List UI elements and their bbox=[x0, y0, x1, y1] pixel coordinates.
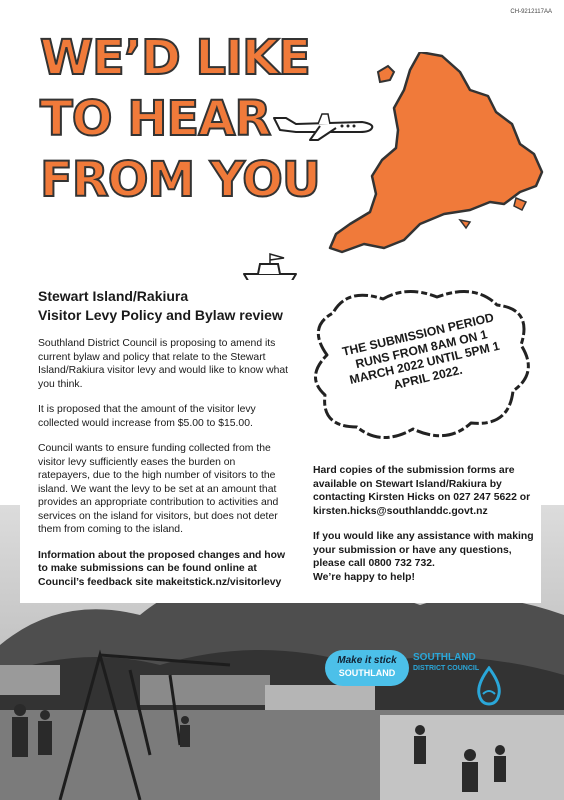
sdc-logo-line-2: DISTRICT COUNCIL bbox=[413, 665, 480, 672]
make-it-stick-logo bbox=[325, 650, 409, 686]
hard-copies-text: Hard copies of the submission forms are available on Stewart Island/Rakiura by contacting Kirsten Hicks on 027 247 5622 or kirsten.hicks@southlanddc.govt.nz bbox=[313, 465, 531, 517]
make-it-stick-line-2: SOUTHLAND bbox=[338, 668, 396, 678]
sdc-logo-line-1: SOUTHLAND bbox=[413, 652, 476, 663]
headline-line-3: FROM YOU bbox=[40, 152, 320, 208]
stewart-island-map-illustration bbox=[320, 52, 550, 262]
happy-to-help-text: We’re happy to help! bbox=[313, 571, 415, 583]
paragraph-rationale: Council wants to ensure funding collected from the visitor levy sufficiently eases the burden on ratepayers, due to the high number of visitors to the island. We want the levy to be set at an amount that provides an appropriate contribution to activities and services on the island for visitors, but does not deter them from coming to the island. bbox=[38, 443, 279, 535]
main-column bbox=[38, 287, 290, 601]
contact-column bbox=[313, 464, 545, 596]
paragraph-online-info: Information about the proposed changes and how to make submissions can be found online at Council’s feedback site makeitstick.nz/visitorlevy bbox=[38, 549, 286, 588]
headline-line-2: TO HEAR bbox=[40, 91, 271, 147]
southland-district-council-logo bbox=[413, 652, 483, 674]
title-line-2: Visitor Levy Policy and Bylaw review bbox=[38, 307, 283, 323]
reference-code: CH-9212117AA bbox=[510, 9, 552, 15]
assistance-text: If you would like any assistance with making your submission or have any questions, please call 0800 732 732. bbox=[313, 531, 534, 569]
submission-period-text: THE SUBMISSION PERIOD RUNS FROM 8AM ON 1 MARCH 2022 UNTIL 5PM 1 APRIL 2022. bbox=[340, 310, 501, 392]
paragraph-intro: Southland District Council is proposing to amend its current bylaw and policy that relate to the Stewart Island/Rakiura visitor levy and would like to know what you think. bbox=[38, 338, 289, 390]
make-it-stick-line-1: Make it stick bbox=[337, 655, 397, 666]
headline-line-1: WE’D LIKE bbox=[40, 30, 310, 86]
paragraph-levy-increase: It is proposed that the amount of the visitor levy collected would increase from $5.00 to $15.00. bbox=[38, 404, 256, 429]
title-line-1: Stewart Island/Rakiura bbox=[38, 288, 189, 304]
article-title bbox=[38, 287, 290, 325]
airplane-illustration bbox=[270, 104, 378, 144]
council-drop-icon bbox=[475, 666, 503, 706]
